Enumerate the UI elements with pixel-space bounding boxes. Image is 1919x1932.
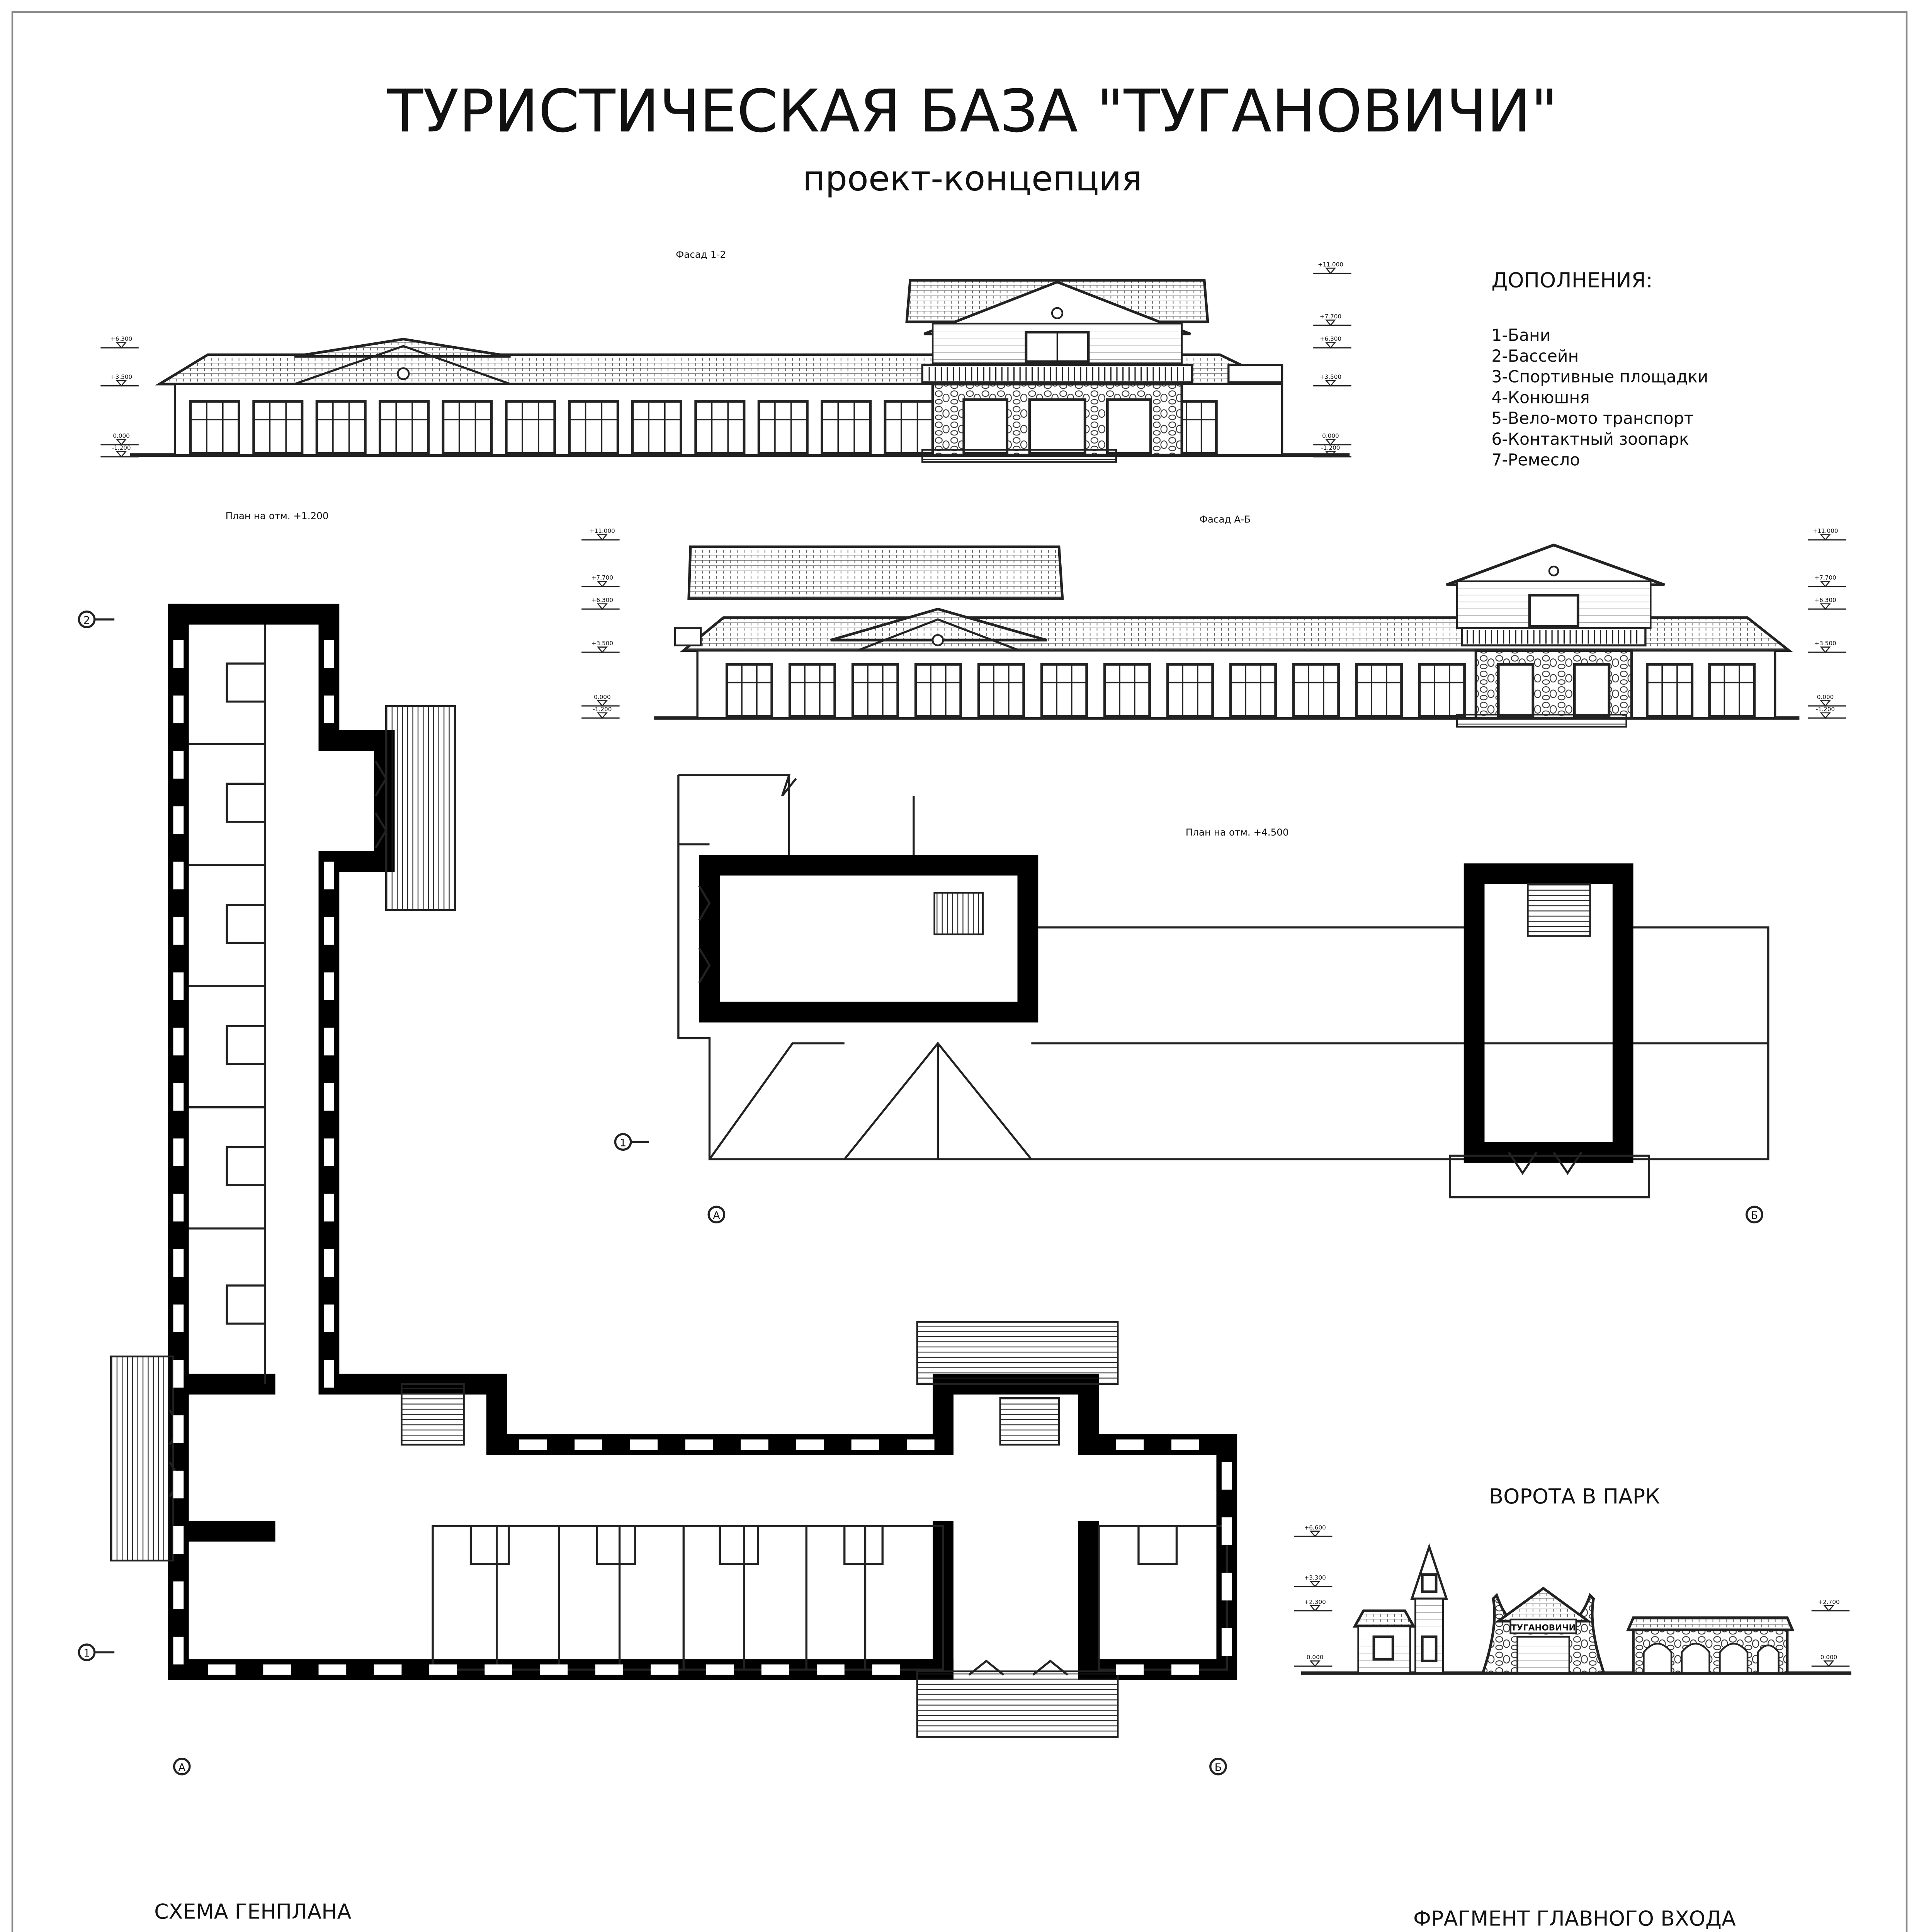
elevation-mark: -1.200 [1321, 444, 1340, 452]
elevation-mark: +3.500 [1319, 373, 1342, 381]
elevation-mark: 0.000 [1817, 693, 1834, 701]
window [916, 664, 960, 716]
axis-label: Б [1214, 1761, 1222, 1774]
window [1105, 664, 1149, 716]
elevation-mark: +2.700 [1818, 1598, 1840, 1605]
park-gate-elevation [1294, 1484, 1851, 1673]
additions-item: 4-Конюшня [1491, 388, 1590, 408]
genplan-heading: СХЕМА ГЕНПЛАНА [154, 1899, 352, 1924]
page-title: ТУРИСТИЧЕСКАЯ БАЗА "ТУГАНОВИЧИ" [387, 77, 1558, 146]
elevation-mark: 0.000 [594, 693, 611, 701]
main-entrance-fragment [1355, 1906, 1798, 1932]
elevation-mark: 0.000 [1306, 1654, 1324, 1661]
elevation-mark: +11.000 [1317, 261, 1343, 268]
additions-item: 2-Бассейн [1491, 347, 1579, 366]
window [1710, 664, 1754, 716]
window [790, 664, 835, 716]
elevation-mark: +11.000 [589, 527, 615, 535]
window [506, 401, 554, 453]
facade-1-2 [100, 249, 1351, 462]
additions-list [1491, 268, 1708, 469]
window [1647, 664, 1692, 716]
elevation-mark: +6.600 [1304, 1524, 1326, 1531]
elevation-mark: +7.700 [591, 574, 614, 582]
facade-1-2-label: Фасад 1-2 [676, 249, 726, 260]
window [569, 401, 618, 453]
site-plan [151, 1900, 1249, 1932]
window [853, 664, 897, 716]
window [1168, 664, 1212, 716]
axis-label: 1 [83, 1647, 90, 1660]
gate-sign: ТУГАНОВИЧИ [1511, 1623, 1576, 1633]
plan-level-4500 [615, 775, 1768, 1222]
gate-heading: ВОРОТА В ПАРК [1489, 1484, 1660, 1509]
axis-label: А [713, 1209, 720, 1222]
window [443, 401, 491, 453]
window [979, 664, 1023, 716]
window [254, 401, 302, 453]
elevation-mark: +3.500 [591, 640, 614, 647]
additions-heading: ДОПОЛНЕНИЯ: [1491, 268, 1653, 293]
window [380, 401, 428, 453]
window [885, 401, 933, 453]
plan-4500-label: План на отм. +4.500 [1185, 827, 1289, 838]
window [317, 401, 365, 453]
plan-1200-label: План на отм. +1.200 [225, 510, 329, 522]
elevation-mark: 0.000 [1820, 1654, 1837, 1661]
additions-item: 7-Ремесло [1491, 451, 1580, 470]
window [696, 401, 744, 453]
elevation-mark: +3.500 [1814, 640, 1836, 647]
elevation-mark: +6.300 [1319, 335, 1342, 343]
additions-item: 6-Контактный зоопарк [1491, 430, 1689, 449]
page-subtitle: проект-концепция [802, 158, 1142, 199]
window [1231, 664, 1275, 716]
additions-item: 3-Спортивные площадки [1491, 367, 1708, 387]
window [190, 401, 239, 453]
axis-label: А [178, 1761, 185, 1774]
window [759, 401, 807, 453]
elevation-mark: 0.000 [1322, 432, 1339, 439]
axis-label: 2 [83, 614, 90, 627]
axis-label: 1 [620, 1137, 627, 1149]
window [727, 664, 772, 716]
window [1419, 664, 1464, 716]
facade-a-b-label: Фасад А-Б [1199, 514, 1251, 525]
elevation-mark: +6.300 [1814, 597, 1836, 604]
window [822, 401, 870, 453]
elevation-mark: +2.300 [1304, 1598, 1326, 1605]
window [1356, 664, 1401, 716]
elevation-mark: 0.000 [113, 432, 130, 439]
additions-item: 1-Бани [1491, 326, 1551, 345]
elevation-mark: +3.500 [110, 373, 133, 381]
window [1293, 664, 1338, 716]
elevation-mark: -1.200 [112, 444, 131, 452]
elevation-mark: +6.300 [591, 597, 614, 604]
elevation-mark: +7.700 [1814, 574, 1836, 582]
window [1042, 664, 1086, 716]
elevation-mark: +6.300 [110, 335, 133, 343]
window [632, 401, 681, 453]
facade-a-b [581, 514, 1846, 726]
elevation-mark: -1.200 [593, 706, 612, 713]
entrance-heading: ФРАГМЕНТ ГЛАВНОГО ВХОДА [1413, 1906, 1736, 1931]
elevation-mark: +7.700 [1319, 313, 1342, 320]
additions-item: 5-Вело-мото транспорт [1491, 409, 1694, 429]
elevation-mark: +11.000 [1812, 527, 1838, 535]
elevation-mark: -1.200 [1816, 706, 1835, 713]
elevation-mark: +3.300 [1304, 1574, 1326, 1582]
axis-label: Б [1751, 1209, 1758, 1222]
